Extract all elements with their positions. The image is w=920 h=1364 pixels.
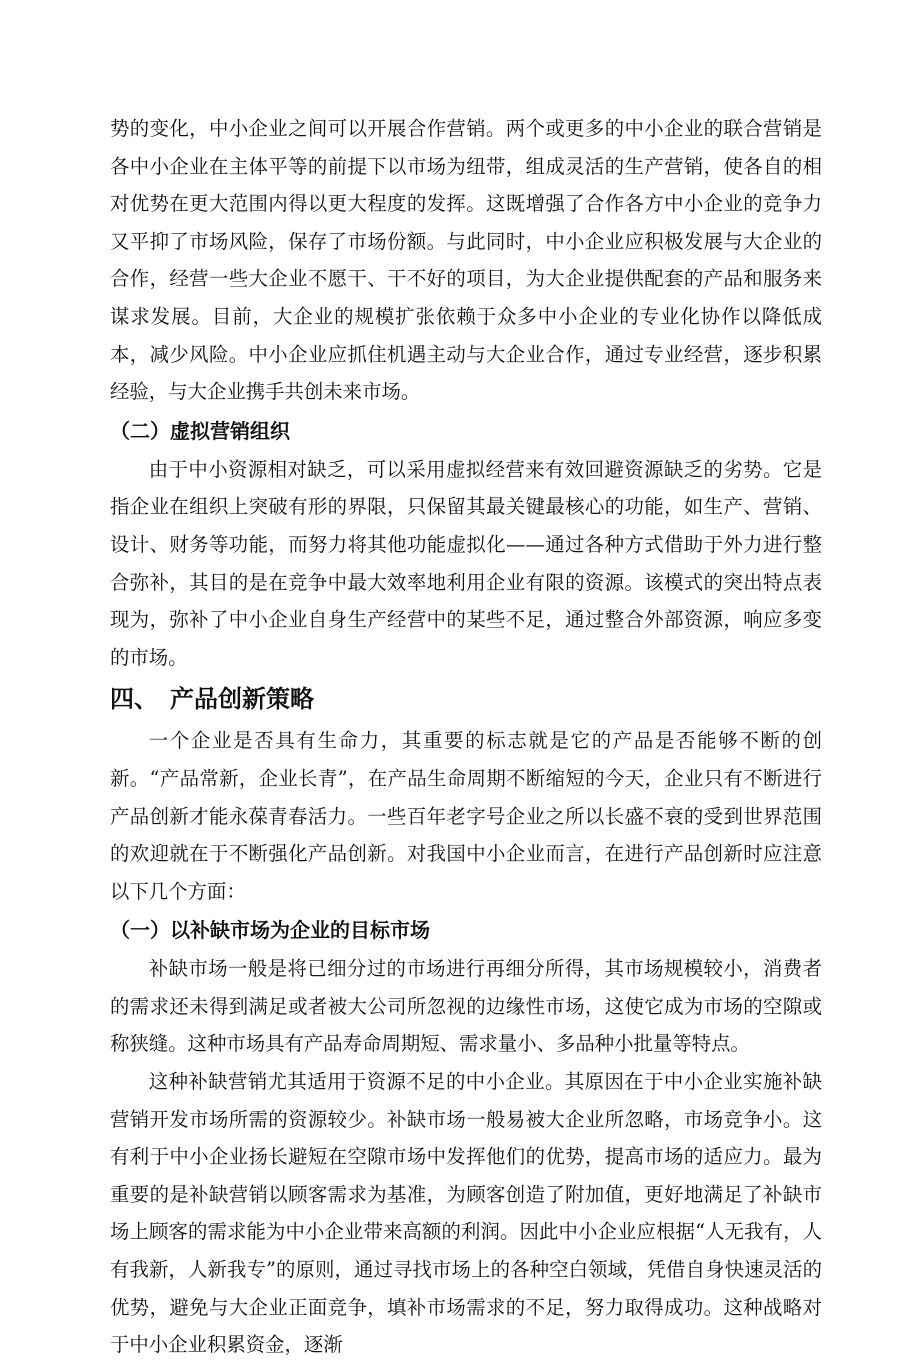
paragraph-cooperative-marketing: 势的变化，中小企业之间可以开展合作营销。两个或更多的中小企业的联合营销是各中小企业在主体平等的前提下以市场为纽带，组成灵活的生产营销，使各自的相对优势在更大范围内得以更大程度的发挥。这既增强了合作各方中小企业的竞争力又平抑了市场风险，保存了市场份额。与此同时，中小企业应积极发展与大企业的合作，经营一些大企业不愿干、干不好的项目，为大企业提供配套的产品和服务来谋求发展。目前，大企业的规模扩张依赖于众多中小企业的专业化协作以降低成本，减少风险。中小企业应抓住机遇主动与大企业合作，通过专业经营，逐步积累经验，与大企业携手共创未来市场。 xyxy=(110,117,822,404)
paragraph-virtual-marketing: 由于中小资源相对缺乏，可以采用虚拟经营来有效回避资源缺乏的劣势。它是指企业在组织上突破有形的界限，只保留其最关键最核心的功能，如生产、营销、设计、财务等功能，而努力将其他功能虚拟化——通过各种方式借助于外力进行整合弥补，其目的是在竞争中最大效率地利用企业有限的资源。该模式的突出特点表现为，弥补了中小企业自身生产经营中的某些不足，通过整合外部资源，响应多变的市场。 xyxy=(110,457,822,669)
section-number: 四、 xyxy=(110,685,158,714)
paragraph-niche-marketing-benefits: 这种补缺营销尤其适用于资源不足的中小企业。其原因在于中小企业实施补缺营销开发市场所需的资源较少。补缺市场一般易被大企业所忽略，市场竞争小。这有利于中小企业扬长避短在空隙市场中发挥他们的优势，提高市场的适应力。最为重要的是补缺营销以顾客需求为基准，为顾客创造了附加值，更好地满足了补缺市场上顾客的需求能为中小企业带来高额的利润。因此中小企业应根据“人无我有，人有我新，人新我专”的原则，通过寻找市场上的各种空白领域，凭借自身快速灵活的优势，避免与大企业正面竞争，填补市场需求的不足，努力取得成功。这种战略对于中小企业积累资金，逐渐 xyxy=(110,1070,822,1357)
section-title: 产品创新策略 xyxy=(170,685,314,714)
section-heading-product-innovation xyxy=(110,676,822,722)
document-page xyxy=(110,110,822,1364)
subheading-niche-market: （一）以补缺市场为企业的目标市场 xyxy=(110,918,430,943)
subheading-virtual-marketing: （二）虚拟营销组织 xyxy=(110,418,290,443)
paragraph-niche-market-definition: 补缺市场一般是将已细分过的市场进行再细分所得，其市场规模较小，消费者的需求还未得到满足或者被大公司所忽视的边缘性市场，这使它成为市场的空隙或称狭缝。这种市场具有产品寿命周期短、需求量小、多品种小批量等特点。 xyxy=(110,957,822,1056)
paragraph-product-innovation-intro: 一个企业是否具有生命力，其重要的标志就是它的产品是否能够不断的创新。“产品常新，企业长青”，在产品生命周期不断缩短的今天，企业只有不断进行产品创新才能永葆青春活力。一些百年老字号企业之所以长盛不衰的受到世界范围的欢迎就在于不断强化产品创新。对我国中小企业而言，在进行产品创新时应注意以下几个方面： xyxy=(110,729,822,903)
